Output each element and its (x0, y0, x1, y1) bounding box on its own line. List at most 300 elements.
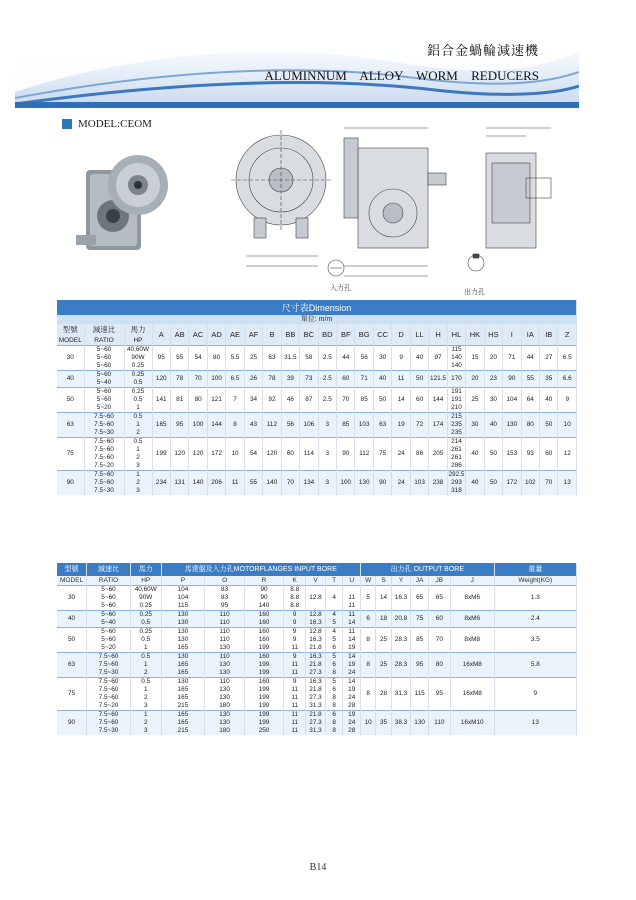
dim-cell: 8 (226, 413, 244, 438)
output-bore-cell: 5 (361, 586, 376, 611)
data-cell: 7.5~60 (87, 694, 131, 702)
dim-cell: 78 (170, 371, 188, 388)
weight-cell: 9 (494, 678, 576, 711)
dim-cell: 15 (466, 346, 484, 371)
dim-cell: 7 (226, 388, 244, 413)
model-cell: 50 (57, 388, 84, 413)
dim-cell: 19 (392, 413, 410, 438)
data-cell: 8 (325, 719, 343, 727)
output-bore-cell: 8 (361, 628, 376, 653)
dim-cell: 114 (300, 438, 318, 471)
dim-cell: 103 (410, 471, 428, 496)
output-bore-label: 出力孔 (464, 288, 485, 296)
dim-cell: 30 (373, 346, 391, 371)
dim-cell: 11 (226, 471, 244, 496)
data-cell: 130 (205, 661, 244, 669)
dim-cell: 6.5 (558, 346, 577, 371)
data-cell: 7.5~30 (87, 727, 131, 735)
model-cell: 50 (57, 628, 87, 653)
model-cell: 30 (57, 586, 87, 611)
dim-cell: 60 (337, 371, 355, 388)
output-bore-cell: 16xM8 (450, 653, 494, 678)
column-header: AE (226, 324, 244, 346)
hp-cell: 40,60W (124, 346, 152, 355)
dim-cell: 102 (521, 471, 539, 496)
data-cell: 90 (244, 586, 283, 595)
data-cell: 0.5 (130, 653, 161, 662)
data-cell: 21.8 (306, 644, 326, 653)
hl-cell: 235 (447, 429, 465, 438)
hl-cell: 286 (447, 462, 465, 471)
dim-cell: 34 (244, 388, 262, 413)
output-bore-cell: 35 (376, 711, 391, 736)
dim-cell: 86 (410, 438, 428, 471)
data-cell: 21.8 (306, 711, 326, 720)
data-cell: 24 (343, 694, 361, 702)
column-header: BC (300, 324, 318, 346)
dim-cell: 50 (484, 471, 502, 496)
data-cell: 0.25 (130, 602, 161, 611)
technical-drawing (226, 118, 586, 298)
weight-cell: 1.3 (494, 586, 576, 611)
dim-cell: 25 (466, 388, 484, 413)
data-cell: 165 (161, 661, 205, 669)
weight-cell: 2.4 (494, 611, 576, 628)
data-cell: 7.5~60 (87, 661, 131, 669)
model-cell: 75 (57, 678, 87, 711)
column-header: RATIO (87, 576, 131, 586)
data-cell: 130 (205, 669, 244, 678)
output-bore-cell: 18 (376, 611, 391, 628)
data-cell: 1 (130, 661, 161, 669)
hl-cell: 191 (447, 388, 465, 397)
data-cell: 95 (205, 602, 244, 611)
hp-cell: 1 (124, 446, 152, 454)
ratio-cell: 5~20 (84, 404, 124, 413)
dim-cell: 71 (355, 371, 373, 388)
data-cell: 165 (161, 644, 205, 653)
data-cell: 28 (343, 727, 361, 735)
dim-cell: 43 (244, 413, 262, 438)
input-bore-label: 入力孔 (330, 284, 351, 292)
dim-cell: 6.5 (226, 371, 244, 388)
data-cell: 40,60W (130, 586, 161, 595)
dim-cell: 9 (392, 346, 410, 371)
output-bore-cell: 28.3 (391, 628, 411, 653)
data-cell: 8.8 (284, 602, 306, 611)
column-header: S (376, 576, 391, 586)
dim-cell: 5.5 (226, 346, 244, 371)
hl-cell: 261 (447, 454, 465, 462)
data-cell: 7.5~30 (87, 669, 131, 678)
weight-cell: 5.8 (494, 653, 576, 678)
dim-cell: 121.5 (429, 371, 447, 388)
dim-cell: 44 (337, 346, 355, 371)
dim-cell: 85 (337, 413, 355, 438)
header-en: MODEL (57, 336, 84, 346)
data-cell: 27.3 (306, 719, 326, 727)
hl-cell: 214 (447, 438, 465, 447)
output-bore-cell: 16xM8 (450, 678, 494, 711)
data-cell: 160 (244, 619, 283, 628)
data-cell: 199 (244, 711, 283, 720)
dim-cell: 31.5 (281, 346, 299, 371)
dim-cell: 40 (466, 438, 484, 471)
data-cell: 8.8 (284, 594, 306, 602)
data-cell: 7.5~60 (87, 653, 131, 662)
hl-cell: 215 (447, 413, 465, 422)
dim-cell: 60 (410, 388, 428, 413)
dim-cell: 106 (300, 413, 318, 438)
data-cell: 8 (325, 702, 343, 711)
data-cell: 8.8 (284, 586, 306, 595)
data-cell: 130 (161, 611, 205, 620)
output-bore-cell: 85 (411, 628, 429, 653)
data-cell: 5~20 (87, 644, 131, 653)
data-cell: 14 (343, 653, 361, 662)
data-cell: 160 (244, 678, 283, 687)
data-cell: 199 (244, 686, 283, 694)
data-cell: 6 (325, 686, 343, 694)
data-cell: 9 (284, 611, 306, 620)
data-cell: 9 (284, 628, 306, 637)
dim-cell: 120 (152, 371, 170, 388)
output-bore-cell: 130 (411, 711, 429, 736)
ratio-cell: 7.5~60 (84, 471, 124, 480)
dim-cell: 2.5 (318, 371, 336, 388)
dim-cell: 50 (540, 413, 558, 438)
data-cell: 5 (325, 678, 343, 687)
data-cell: 6 (325, 711, 343, 720)
data-cell: 7.5~60 (87, 711, 131, 720)
data-cell: 21.8 (306, 661, 326, 669)
hp-cell: 1 (124, 404, 152, 413)
data-cell: 199 (244, 661, 283, 669)
ratio-cell: 5~60 (84, 346, 124, 355)
hl-cell: 191 (447, 396, 465, 404)
dim-cell: 30 (484, 388, 502, 413)
model-cell: 90 (57, 711, 87, 736)
column-header: BG (355, 324, 373, 346)
dim-cell: 35 (540, 371, 558, 388)
data-cell: 0.5 (130, 678, 161, 687)
data-cell: 8 (325, 694, 343, 702)
dim-cell: 92 (263, 388, 281, 413)
table-row (57, 586, 577, 595)
column-header: HS (484, 324, 502, 346)
hp-cell: 0.25 (124, 362, 152, 371)
data-cell: 11 (284, 711, 306, 720)
data-cell: 165 (161, 719, 205, 727)
dim-cell: 144 (429, 388, 447, 413)
output-bore-cell: 25 (376, 653, 391, 678)
data-cell: 2 (130, 694, 161, 702)
data-cell: 12.8 (306, 594, 326, 602)
data-cell: 24 (343, 719, 361, 727)
dim-cell: 63 (263, 346, 281, 371)
output-bore-cell: 38.3 (391, 711, 411, 736)
data-cell: 1 (130, 644, 161, 653)
ratio-cell: 7.5~20 (84, 462, 124, 471)
model-cell: 40 (57, 611, 87, 628)
dim-cell: 40 (373, 371, 391, 388)
column-header: J (450, 576, 494, 586)
table-row (57, 711, 577, 720)
dim-cell: 56 (355, 346, 373, 371)
output-bore-cell: 8 (361, 678, 376, 711)
dim-cell: 23 (484, 371, 502, 388)
data-cell: 110 (205, 653, 244, 662)
ratio-cell: 5~60 (84, 362, 124, 371)
dim-cell: 20 (466, 371, 484, 388)
column-header: IA (521, 324, 539, 346)
dim-cell: 20 (484, 346, 502, 371)
output-bore-cell: 8xM6 (450, 611, 494, 628)
dim-cell: 205 (429, 438, 447, 471)
data-cell (325, 602, 343, 611)
data-cell: 199 (244, 644, 283, 653)
data-cell: 160 (244, 628, 283, 637)
column-header: AC (189, 324, 207, 346)
data-cell: 11 (343, 611, 361, 620)
column-header: A (152, 324, 170, 346)
column-header: JA (411, 576, 429, 586)
data-cell: 83 (205, 594, 244, 602)
data-cell: 0.5 (130, 636, 161, 644)
data-cell: 5~60 (87, 628, 131, 637)
output-bore-cell: 6 (361, 611, 376, 628)
dim-cell: 78 (263, 371, 281, 388)
data-cell: 27.3 (306, 669, 326, 678)
data-cell: 5 (325, 636, 343, 644)
hp-cell: 3 (124, 487, 152, 495)
data-cell: 215 (161, 727, 205, 735)
data-cell: 130 (205, 686, 244, 694)
dim-cell: 199 (152, 438, 170, 471)
dim-cell: 40 (410, 346, 428, 371)
column-header: P (161, 576, 205, 586)
data-cell: 21.8 (306, 686, 326, 694)
dim-cell: 6.6 (558, 371, 577, 388)
hp-cell: 90W (124, 354, 152, 362)
ratio-cell: 7.5~30 (84, 487, 124, 495)
dim-cell: 140 (189, 471, 207, 496)
data-cell: 11 (343, 602, 361, 611)
dim-cell: 54 (189, 346, 207, 371)
dim-cell: 56 (281, 413, 299, 438)
data-cell: 11 (284, 727, 306, 735)
data-cell: 250 (244, 727, 283, 735)
output-bore-cell: 16xM10 (450, 711, 494, 736)
data-cell: 9 (284, 678, 306, 687)
dim-cell: 11 (392, 371, 410, 388)
data-cell: 104 (161, 586, 205, 595)
dim-cell: 55 (170, 346, 188, 371)
data-cell: 165 (161, 694, 205, 702)
output-bore-cell: 8xM8 (450, 628, 494, 653)
data-cell: 130 (161, 636, 205, 644)
dim-cell: 172 (207, 438, 225, 471)
data-cell: 83 (205, 586, 244, 595)
ratio-cell: 7.5~60 (84, 454, 124, 462)
data-cell: 130 (205, 694, 244, 702)
title-english: ALUMINNUM ALLOY WORM REDUCERS (264, 68, 539, 83)
dim-cell: 121 (207, 388, 225, 413)
data-cell (325, 586, 343, 595)
ratio-cell: 7.5~30 (84, 429, 124, 438)
hl-cell: 170 (447, 371, 465, 388)
output-bore-cell: 60 (428, 611, 450, 628)
output-bore-cell: 65 (411, 586, 429, 611)
data-cell: 7.5~60 (87, 678, 131, 687)
dim-cell: 80 (189, 388, 207, 413)
header-en: RATIO (84, 336, 124, 346)
data-cell: 9 (284, 636, 306, 644)
hp-cell: 2 (124, 429, 152, 438)
dim-cell: 50 (484, 438, 502, 471)
model-text: MODEL:CEOM (78, 118, 152, 130)
dim-cell: 100 (207, 371, 225, 388)
square-bullet-icon (62, 119, 72, 129)
column-header: Weight(KG) (494, 576, 576, 586)
dim-cell: 140 (263, 471, 281, 496)
data-cell: 11 (343, 594, 361, 602)
data-cell: 11 (284, 644, 306, 653)
dim-cell: 3 (318, 413, 336, 438)
header-banner (15, 32, 579, 108)
dim-cell: 234 (152, 471, 170, 496)
output-bore-cell: 95 (428, 678, 450, 711)
hp-cell: 0.5 (124, 379, 152, 388)
dim-cell: 87 (300, 388, 318, 413)
column-header: Z (558, 324, 577, 346)
table-row (57, 371, 577, 380)
column-header: H (429, 324, 447, 346)
dim-cell: 70 (540, 471, 558, 496)
hp-cell: 0.5 (124, 413, 152, 422)
dim-cell: 44 (521, 346, 539, 371)
data-cell: 130 (205, 711, 244, 720)
output-bore-cell: 115 (411, 678, 429, 711)
ratio-cell: 7.5~60 (84, 446, 124, 454)
dim-cell: 120 (189, 438, 207, 471)
output-bore-cell: 28.3 (391, 653, 411, 678)
output-bore-cell: 110 (428, 711, 450, 736)
dim-cell: 50 (410, 371, 428, 388)
data-cell: 4 (325, 628, 343, 637)
data-cell: 199 (244, 719, 283, 727)
dim-cell: 24 (392, 471, 410, 496)
dim-cell: 40 (484, 413, 502, 438)
table-row (57, 628, 577, 637)
table-row (57, 471, 577, 480)
output-bore-cell: 28 (376, 678, 391, 711)
ratio-cell: 7.5~60 (84, 413, 124, 422)
data-cell: 110 (205, 678, 244, 687)
column-header: AB (170, 324, 188, 346)
data-cell: 5~60 (87, 602, 131, 611)
column-header: HL (447, 324, 465, 346)
dim-cell: 131 (170, 471, 188, 496)
product-photo (76, 140, 176, 260)
data-cell: 11 (343, 628, 361, 637)
column-header: B (263, 324, 281, 346)
hp-cell: 0.25 (124, 388, 152, 397)
column-header: O (205, 576, 244, 586)
dim-cell: 3 (318, 471, 336, 496)
dim-cell: 120 (170, 438, 188, 471)
data-cell: 110 (205, 619, 244, 628)
data-cell: 110 (205, 636, 244, 644)
column-header: BB (281, 324, 299, 346)
dim-cell: 104 (503, 388, 521, 413)
column-header: CC (373, 324, 391, 346)
header-cn: 馬達盤及入力孔MOTORFLANGES INPUT BORE (161, 563, 360, 576)
data-cell: 7.5~60 (87, 719, 131, 727)
data-cell: 19 (343, 661, 361, 669)
data-cell: 1 (130, 686, 161, 694)
header-cn: 馬力 (130, 563, 161, 576)
hl-cell: 140 (447, 354, 465, 362)
column-header: V (306, 576, 326, 586)
hp-cell: 0.25 (124, 371, 152, 380)
table-row (57, 413, 577, 422)
data-cell: 31.3 (306, 702, 326, 711)
hl-cell: 235 (447, 421, 465, 429)
dim-cell: 24 (392, 438, 410, 471)
dim-cell: 165 (152, 413, 170, 438)
data-cell: 5~40 (87, 619, 131, 628)
column-header: BD (318, 324, 336, 346)
data-cell: 14 (343, 619, 361, 628)
dim-cell: 30 (466, 413, 484, 438)
hl-cell: 292.5 (448, 471, 465, 478)
dim-cell: 80 (521, 413, 539, 438)
ratio-cell: 5~60 (84, 388, 124, 397)
hl-cell: 210 (447, 404, 465, 413)
dim-cell: 95 (170, 413, 188, 438)
output-bore-cell: 80 (428, 653, 450, 678)
dim-cell: 95 (152, 346, 170, 371)
dim-cell: 63 (373, 413, 391, 438)
hl-cell: 115 (447, 346, 465, 355)
data-cell: 110 (205, 611, 244, 620)
dim-cell: 13 (558, 471, 577, 496)
dim-cell: 73 (300, 371, 318, 388)
data-cell: 7.5~60 (87, 686, 131, 694)
data-cell: 130 (161, 619, 205, 628)
table-row (57, 653, 577, 662)
model-cell: 30 (57, 346, 84, 371)
hp-cell: 3 (124, 462, 152, 471)
dim-cell: 90 (373, 471, 391, 496)
dimension-table (57, 300, 577, 495)
dim-cell: 40 (466, 471, 484, 496)
data-cell: 104 (161, 594, 205, 602)
weight-cell: 13 (494, 711, 576, 736)
dim-cell: 112 (355, 438, 373, 471)
output-bore-cell: 25 (376, 628, 391, 653)
table-caption: 尺寸表Dimension (57, 300, 577, 315)
dim-cell: 174 (429, 413, 447, 438)
output-bore-cell: 10 (361, 711, 376, 736)
data-cell: 110 (205, 628, 244, 637)
data-cell (306, 586, 326, 595)
title-chinese: 鋁合金蝸輪減速機 (426, 44, 539, 59)
data-cell: 115 (161, 602, 205, 611)
weight-cell: 3.5 (494, 628, 576, 653)
data-cell: 130 (205, 719, 244, 727)
